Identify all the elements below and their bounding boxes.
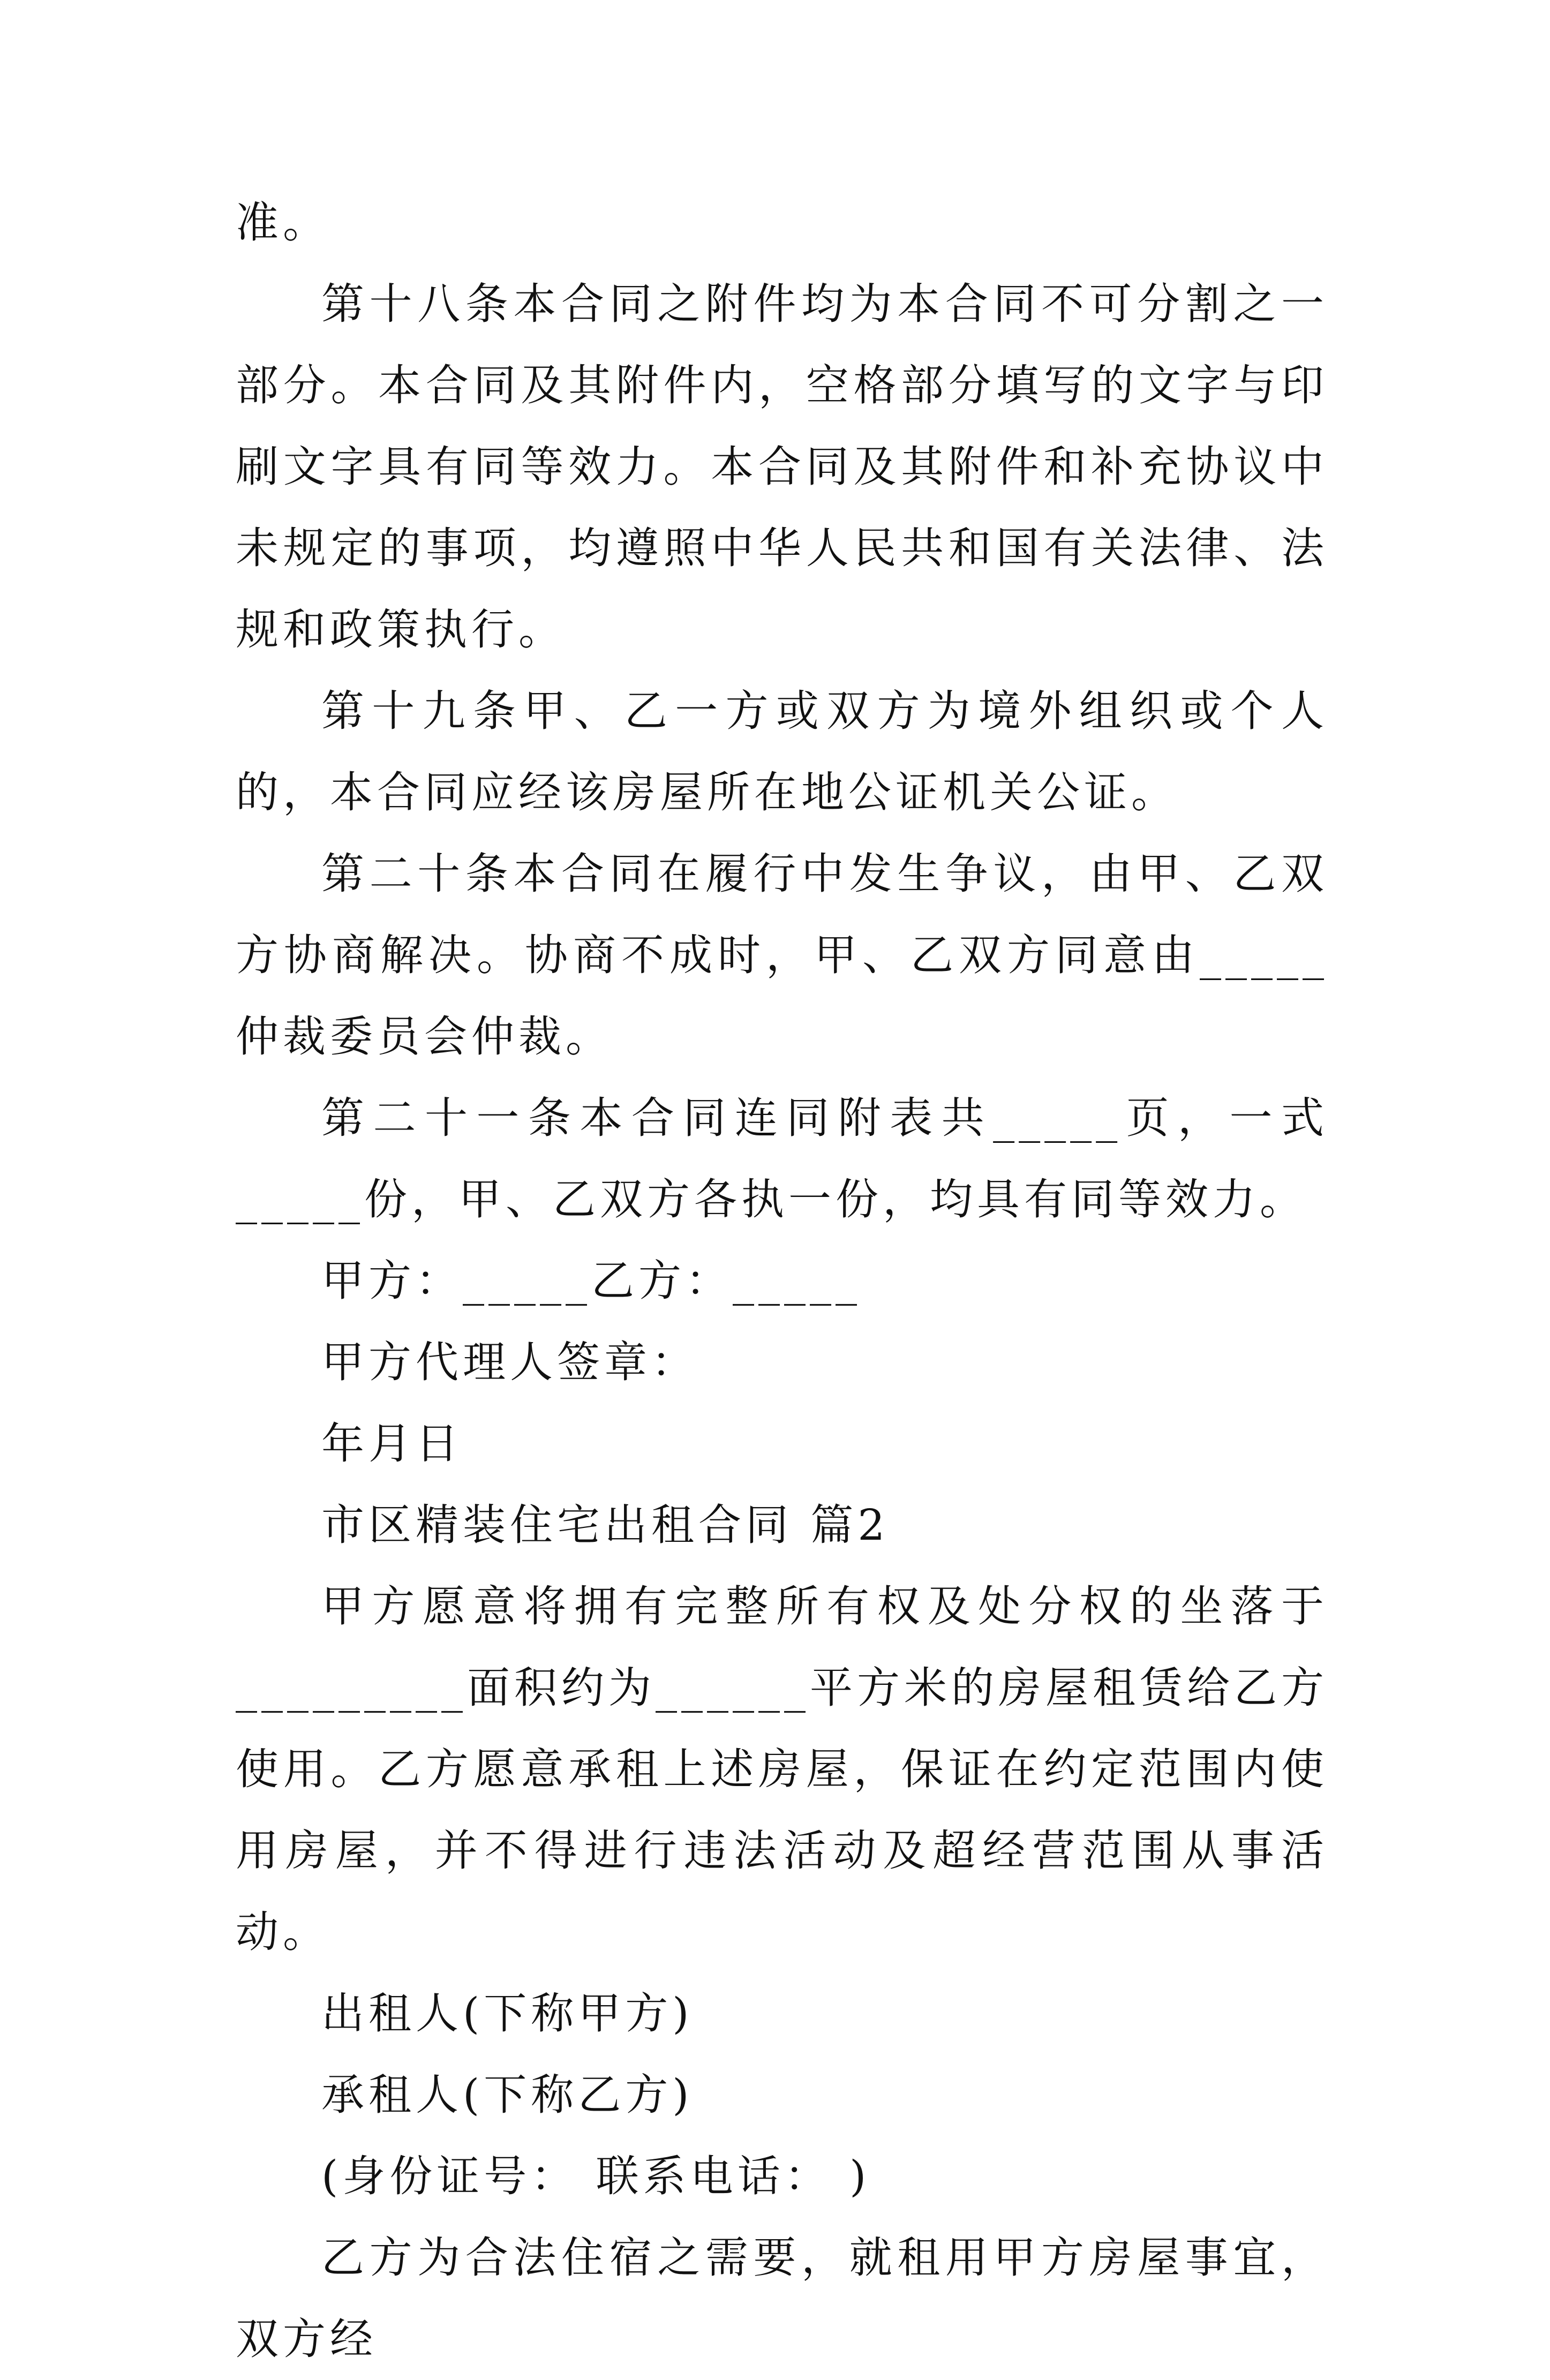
lessor-line: 出租人(下称甲方) — [321, 1989, 694, 2038]
paragraph-continuation: 准。 — [236, 198, 330, 247]
document-page — [236, 182, 1328, 2380]
agent-signature-line: 甲方代理人签章： — [321, 1337, 698, 1387]
lease-purpose-paragraph: 乙方为合法住宿之需要，就租用甲方房屋事宜，双方经 — [236, 2233, 1328, 2364]
id-phone-line: (身份证号： 联系电话： ) — [321, 2151, 871, 2201]
article-18-paragraph: 第十八条本合同之附件均为本合同不可分割之一部分。本合同及其附件内，空格部分填写的文字与印刷文字具有同等效力。本合同及其附件和补充协议中未规定的事项，均遵照中华人民共和国有关法律、法规和政策执行。 — [236, 279, 1328, 654]
party-signature-line: 甲方：_____乙方：_____ — [321, 1256, 861, 1306]
article-19-paragraph: 第十九条甲、乙一方或双方为境外组织或个人的，本合同应经该房屋所在地公证机关公证。 — [236, 686, 1328, 817]
lease-intro-paragraph: 甲方愿意将拥有完整所有权及处分权的坐落于_________面积约为______平方米的房屋租赁给乙方使用。乙方愿意承租上述房屋，保证在约定范围内使用房屋，并不得进行违法活动及超经营范围从事活动。 — [236, 1581, 1328, 1957]
date-line: 年月日 — [321, 1419, 463, 1468]
article-20-paragraph: 第二十条本合同在履行中发生争议，由甲、乙双方协商解决。协商不成时，甲、乙双方同意由_____仲裁委员会仲裁。 — [236, 849, 1328, 1061]
lessee-line: 承租人(下称乙方) — [321, 2070, 694, 2120]
section-heading: 市区精装住宅出租合同 篇2 — [321, 1500, 890, 1550]
article-21-paragraph: 第二十一条本合同连同附表共_____页，一式_____份，甲、乙双方各执一份，均具有同等效力。 — [236, 1093, 1328, 1224]
